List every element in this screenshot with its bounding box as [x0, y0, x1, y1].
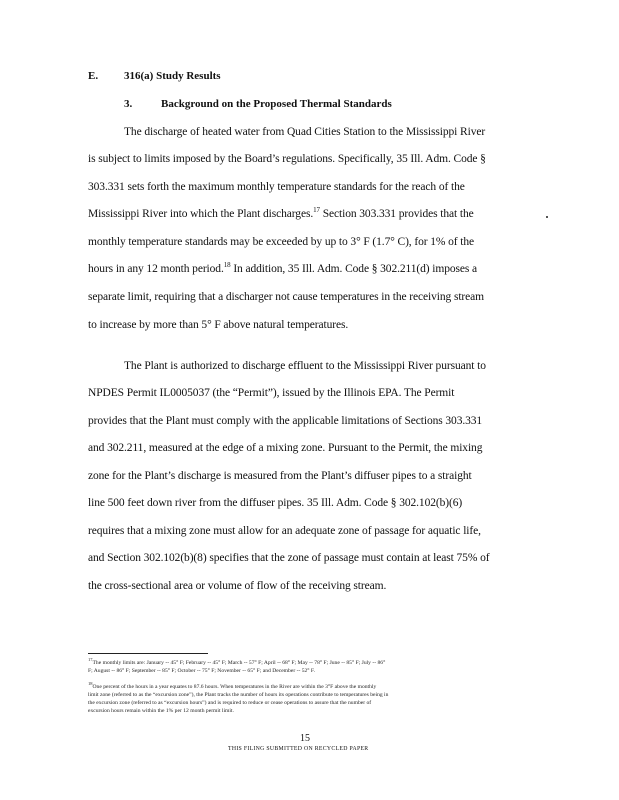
footnote-number: 18: [88, 681, 93, 687]
text-run: Mississippi River into which the Plant discharges.: [88, 208, 314, 220]
text-line: 303.331 sets forth the maximum monthly temperature standards for the reach of the: [88, 181, 465, 193]
text-line: monthly temperature standards may be exceeded by up to 3° F (1.7° C), for 1% of the: [88, 236, 475, 248]
footnote-text: The monthly limits are: January -- 45° F; February -- 45° F; March -- 57° F; April -- 68° F; May -- 78° F; June -- 85° F; July -- 86°: [92, 660, 386, 666]
text-line: The discharge of heated water from Quad Cities Station to the Mississippi River: [124, 126, 486, 138]
text-line: and 302.211, measured at the edge of a mixing zone. Pursuant to the Permit, the mixing: [88, 442, 483, 454]
text-line: [88, 263, 477, 275]
text-line: to increase by more than 5° F above natural temperatures.: [88, 319, 349, 331]
text-line: zone for the Plant’s discharge is measured from the Plant’s diffuser pipes to a straight: [88, 470, 472, 482]
footnote-line: F; August -- 86° F; September -- 85° F; October -- 75° F; November -- 65° F; and December -- 52° F.: [88, 668, 315, 674]
text-run: hours in any 12 month period.: [88, 263, 224, 275]
text-line: NPDES Permit IL0005037 (the “Permit”), issued by the Illinois EPA. The Permit: [88, 387, 455, 399]
text-run: Section 303.331 provides that the: [319, 208, 474, 220]
footnote-ref-17[interactable]: 17: [313, 206, 320, 215]
recycled-paper-stamp: THIS FILING SUBMITTED ON RECYCLED PAPER: [228, 746, 369, 752]
page-number: 15: [300, 733, 310, 744]
text-line: separate limit, requiring that a discharger not cause temperatures in the receiving stream: [88, 291, 485, 303]
footnote-line: [88, 681, 377, 690]
footnote-line: excursion hours remain within the 1% per 12 month permit limit.: [88, 708, 234, 714]
footnote-line: [88, 657, 386, 666]
text-line: line 500 feet down river from the diffuser pipes. 35 Ill. Adm. Code § 302.102(b)(6): [88, 497, 463, 509]
footnote-ref-18[interactable]: 18: [223, 261, 231, 270]
text-run: In addition, 35 Ill. Adm. Code § 302.211(d) imposes a: [230, 263, 478, 275]
text-line: the cross-sectional area or volume of flow of the receiving stream.: [88, 580, 387, 592]
section-letter: E.: [88, 70, 99, 82]
section-title: 316(a) Study Results: [124, 70, 221, 82]
subsection-number: 3.: [124, 98, 133, 110]
scan-speck: [546, 216, 548, 218]
text-line: and Section 302.102(b)(8) specifies that the zone of passage must contain at least 75% of: [88, 552, 490, 564]
text-line: The Plant is authorized to discharge effluent to the Mississippi River pursuant to: [124, 360, 486, 372]
footnote-text: One percent of the hours in a year equates to 87.6 hours. When temperatures in the River are within the 3°F above the monthly: [92, 684, 377, 690]
text-line: requires that a mixing zone must allow for an adequate zone of passage for aquatic life,: [88, 525, 481, 537]
text-line: [88, 208, 474, 220]
footnote-line: the excursion zone (referred to as “excursion hours”) and is required to reduce or cease operations to assure that the number of: [88, 700, 372, 706]
text-line: provides that the Plant must comply with the applicable limitations of Sections 303.331: [88, 415, 483, 427]
footnote-separator: [88, 653, 208, 654]
subsection-title: Background on the Proposed Thermal Standards: [161, 98, 392, 110]
footnote-line: limit zone (referred to as the “excursion zone”), the Plant tracks the number of hours its operations contribute to temperatures being in: [88, 692, 389, 698]
text-line: is subject to limits imposed by the Board’s regulations. Specifically, 35 Ill. Adm. Code §: [88, 153, 486, 165]
footnote-number: 17: [88, 657, 93, 663]
